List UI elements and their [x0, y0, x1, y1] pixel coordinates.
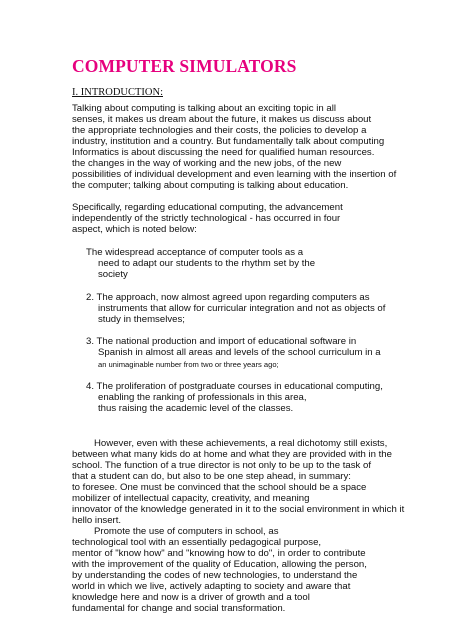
list-item-line: thus raising the academic level of the classes.	[98, 403, 294, 414]
closing-line: world in which we live, actively adapting to society and aware that	[72, 581, 351, 592]
list-item-line: 3. The national production and import of educational software in	[86, 336, 357, 347]
closing-line: school. The function of a true director is not only to be up to the task of	[72, 460, 372, 471]
intro-line: the changes in the way of working and the new jobs, of the new	[72, 158, 342, 169]
closing-line: mobilizer of intellectual capacity, creativity, and meaning	[72, 493, 310, 504]
intro-line: Informatics is about discussing the need for qualified human resources.	[72, 147, 375, 158]
closing-line: innovator of the knowledge generated in it to the social environment in which it	[72, 504, 405, 515]
closing-line: between what many kids do at home and what they are provided with in the	[72, 449, 392, 460]
closing-line: hello insert.	[72, 515, 122, 526]
closing-line: However, even with these achievements, a real dichotomy still exists,	[94, 438, 388, 449]
list-item-line: study in themselves;	[98, 314, 185, 325]
list-item-line: instruments that allow for curricular integration and not as objects of	[98, 303, 386, 314]
intro-line: the appropriate technologies and their costs, the policies to develop a	[72, 125, 367, 136]
section-heading: I. INTRODUCTION:	[72, 87, 163, 98]
closing-line: knowledge here and now is a driver of growth and a tool	[72, 592, 310, 603]
list-item-line: The widespread acceptance of computer tools as a	[86, 247, 304, 258]
list-item-line: 2. The approach, now almost agreed upon regarding computers as	[86, 292, 370, 303]
specific-line: Specifically, regarding educational computing, the advancement	[72, 202, 343, 213]
closing-line: mentor of "know how" and "knowing how to do", in order to contribute	[72, 548, 366, 559]
specific-line: independently of the strictly technological - has occurred in four	[72, 213, 341, 224]
closing-line: by understanding the codes of new technologies, to understand the	[72, 570, 358, 581]
specific-line: aspect, which is noted below:	[72, 224, 197, 235]
closing-line: fundamental for change and social transformation.	[72, 603, 286, 614]
closing-line: Promote the use of computers in school, as	[94, 526, 279, 537]
intro-line: possibilities of individual development and even learning with the insertion of	[72, 169, 397, 180]
list-item-line: Spanish in almost all areas and levels of the school curriculum in a	[98, 347, 381, 358]
intro-line: senses, it makes us dream about the future, it makes us discuss about	[72, 114, 372, 125]
list-item-line: enabling the ranking of professionals in this area,	[98, 392, 307, 403]
closing-line: with the improvement of the quality of Education, allowing the person,	[72, 559, 367, 570]
list-item-line: 4. The proliferation of postgraduate courses in educational computing,	[86, 381, 383, 392]
closing-line: to foresee. One must be convinced that the school should be a space	[72, 482, 367, 493]
list-item-line: need to adapt our students to the rhythm set by the	[98, 258, 316, 269]
intro-line: industry, institution and a country. But fundamentally talk about computing	[72, 136, 385, 147]
list-item-line: an unimaginable number from two or three years ago;	[98, 360, 279, 369]
list-item-line: society	[98, 269, 128, 280]
intro-line: Talking about computing is talking about an exciting topic in all	[72, 103, 336, 114]
closing-line: technological tool with an essentially pedagogical purpose,	[72, 537, 322, 548]
intro-line: the computer; talking about computing is talking about education.	[72, 180, 349, 191]
closing-line: that a student can do, but also to be one step ahead, in summary:	[72, 471, 351, 482]
document-title: COMPUTER SIMULATORS	[72, 56, 297, 76]
